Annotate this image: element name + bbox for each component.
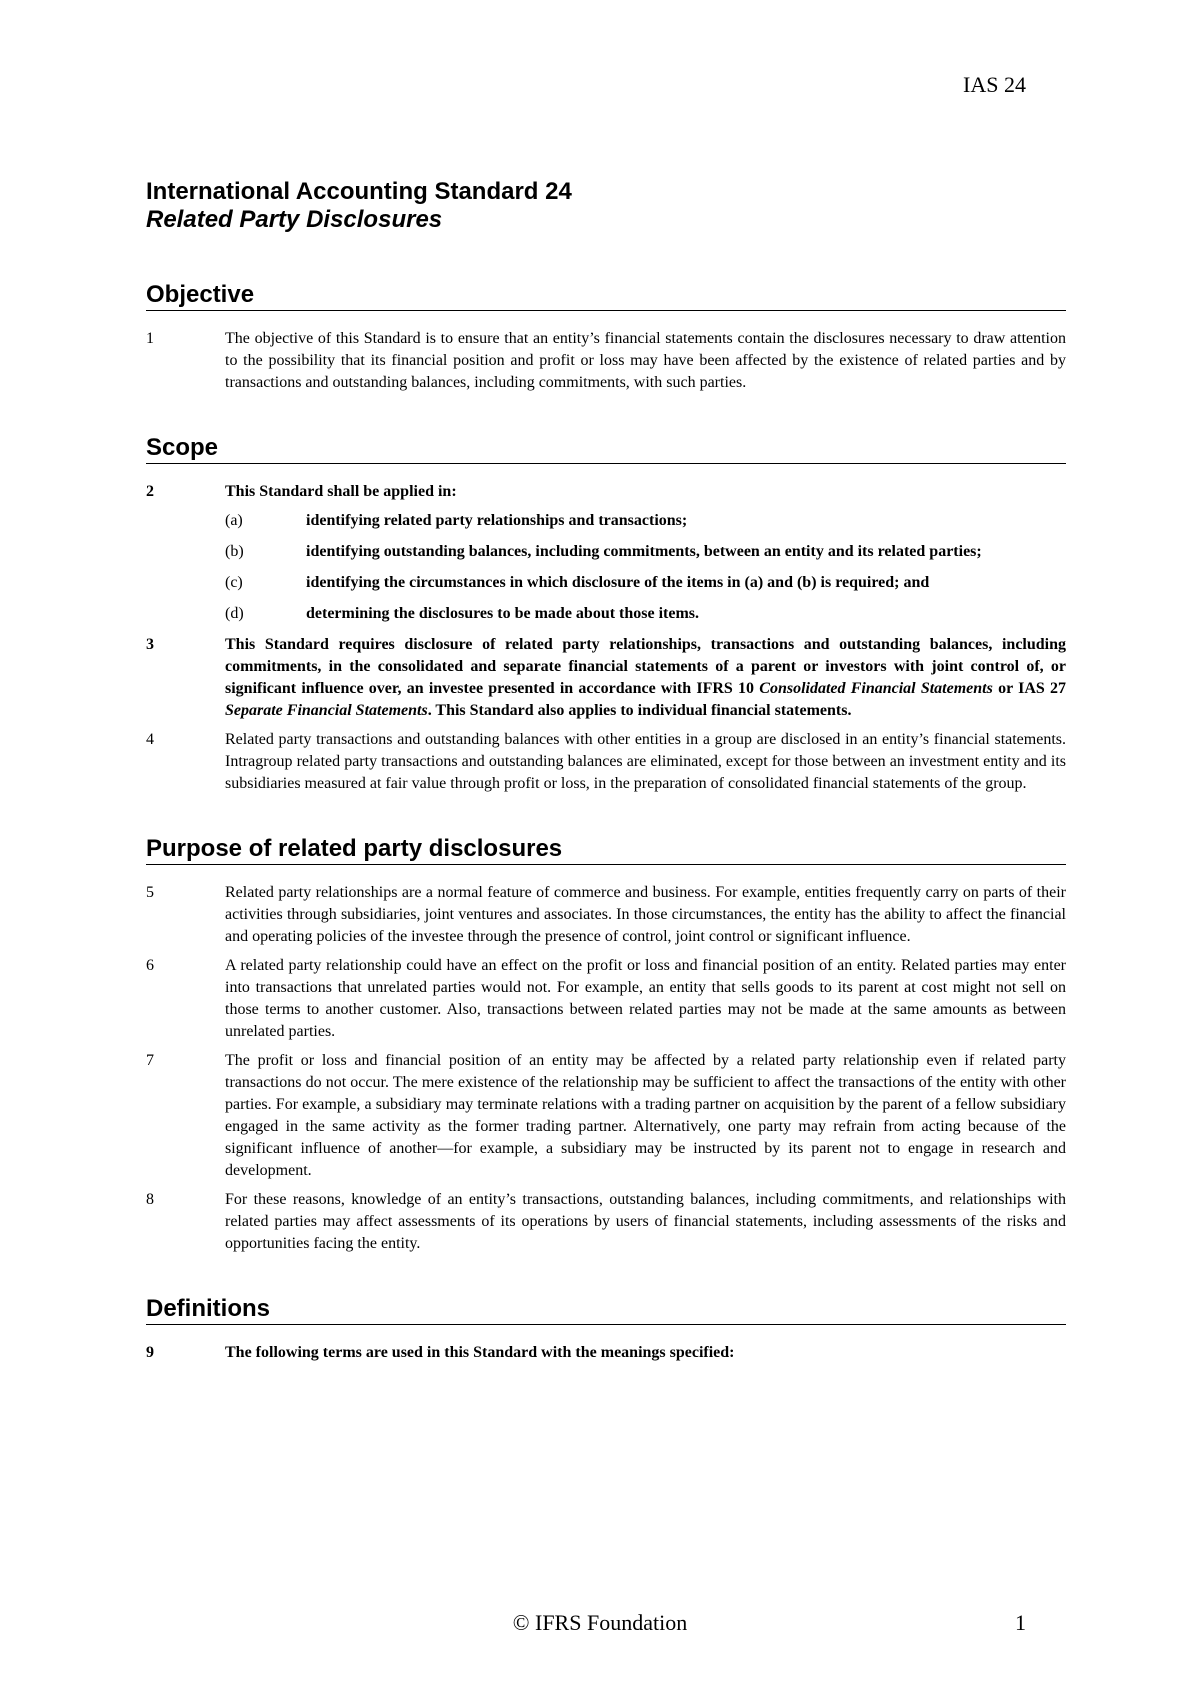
section-heading: Definitions: [146, 1295, 1066, 1325]
paragraph-number: 4: [146, 731, 154, 748]
paragraph-text: The profit or loss and financial position of an entity may be affected by a related party relationship even if related party transactions do not occur. The mere existence of the relationship may be sufficient to affect the transactions of the entity with other parties. For example, a subsidiary may terminate relations with a trading partner on acquisition by the parent of a fellow subsidiary engaged in the same activity as the former trading partner. Alternatively, one party may refrain from acting because of the significant influence of another—for example, a subsidiary may be instructed by its parent not to engage in research and development.: [225, 1052, 1066, 1179]
section-heading: Objective: [146, 281, 1066, 311]
paragraph-number: 3: [146, 636, 154, 653]
paragraph-number: 7: [146, 1052, 154, 1069]
title-block: [146, 178, 572, 234]
list-item-text: determining the disclosures to be made about those items.: [306, 605, 700, 622]
list-item-label: (b): [225, 543, 244, 560]
document-body: [146, 281, 1066, 1371]
list-item: [225, 572, 1066, 594]
paragraph-number: 6: [146, 957, 154, 974]
list-item-label: (c): [225, 574, 243, 591]
list-item: [225, 541, 1066, 563]
list-item-text: identifying related party relationships and transactions;: [306, 512, 688, 529]
list-item: [225, 603, 1066, 625]
section-scope: [146, 434, 1066, 795]
section-definitions: [146, 1295, 1066, 1364]
paragraph-2: [146, 481, 1066, 503]
section-heading: Purpose of related party disclosures: [146, 835, 1066, 865]
section-purpose: [146, 835, 1066, 1255]
paragraph-text: This Standard shall be applied in:: [225, 483, 457, 500]
paragraph-text-part: This Standard requires disclosure of related party relationships, transactions and outstanding balances, including commitments, in the consolidated and separate financial statements of a parent or investors with joint control of, or significant influence over, an investee presented in accordance with IFRS 10: [225, 636, 1066, 697]
copyright-notice: © IFRS Foundation: [512, 1610, 688, 1635]
list-item: [225, 510, 1066, 532]
paragraph-text: Related party transactions and outstanding balances with other entities in a group are disclosed in an entity’s financial statements. Intragroup related party transactions and outstanding balances are eliminated, except for those between an investment entity and its subsidiaries measured at fair value through profit or loss, in the preparation of consolidated financial statements of the group.: [225, 731, 1066, 792]
paragraph-5: [146, 882, 1066, 948]
paragraph-number: 9: [146, 1344, 154, 1361]
paragraph-number: 8: [146, 1191, 154, 1208]
document-subtitle: Related Party Disclosures: [146, 206, 443, 233]
paragraph-text: The objective of this Standard is to ensure that an entity’s financial statements contain the disclosures necessary to draw attention to the possibility that its financial position and profit or loss may have been affected by the existence of related parties and by transactions and outstanding balances, including commitments, with such parties.: [225, 330, 1066, 391]
section-heading: Scope: [146, 434, 1066, 464]
paragraph-number: 5: [146, 884, 154, 901]
paragraph-text: For these reasons, knowledge of an entity’s transactions, outstanding balances, including commitments, and relationships with related parties may affect assessments of its operations by users of financial statements, including assessments of the risks and opportunities facing the entity.: [225, 1191, 1066, 1252]
list-item-text: identifying outstanding balances, including commitments, between an entity and its related parties;: [306, 543, 982, 560]
paragraph-text: Related party relationships are a normal feature of commerce and business. For example, entities frequently carry on parts of their activities through subsidiaries, joint ventures and associates. In those circumstances, the entity has the ability to affect the financial and operating policies of the investee through the presence of control, joint control or significant influence.: [225, 884, 1066, 945]
paragraph-8: [146, 1189, 1066, 1255]
paragraph-9: [146, 1342, 1066, 1364]
page-number: 1: [1015, 1610, 1026, 1635]
standard-reference: Consolidated Financial Statements: [759, 680, 993, 697]
list-item-text: identifying the circumstances in which disclosure of the items in (a) and (b) is required; and: [306, 574, 930, 591]
paragraph-text: A related party relationship could have an effect on the profit or loss and financial position of an entity. Related parties may enter into transactions that unrelated parties would not. For example, an entity that sells goods to its parent at cost might not sell on those terms to another customer. Also, transactions between related parties may not be made at the same amounts as between unrelated parties.: [225, 957, 1066, 1040]
paragraph-4: [146, 729, 1066, 795]
document-title: International Accounting Standard 24: [146, 178, 572, 205]
paragraph-1: [146, 328, 1066, 394]
paragraph-6: [146, 955, 1066, 1043]
paragraph-text-part: . This Standard also applies to individual financial statements.: [427, 702, 852, 719]
paragraph-number: 2: [146, 483, 154, 500]
paragraph-7: [146, 1050, 1066, 1182]
paragraph-3: [146, 634, 1066, 722]
standard-code: IAS 24: [963, 72, 1026, 97]
section-objective: [146, 281, 1066, 394]
standard-reference: Separate Financial Statements: [225, 702, 428, 719]
paragraph-text-part: or IAS 27: [992, 680, 1067, 697]
list-item-label: (d): [225, 605, 244, 622]
paragraph-number: 1: [146, 330, 154, 347]
paragraph-text: [225, 634, 1066, 722]
paragraph-text: The following terms are used in this Standard with the meanings specified:: [225, 1344, 735, 1361]
list-item-label: (a): [225, 512, 243, 529]
